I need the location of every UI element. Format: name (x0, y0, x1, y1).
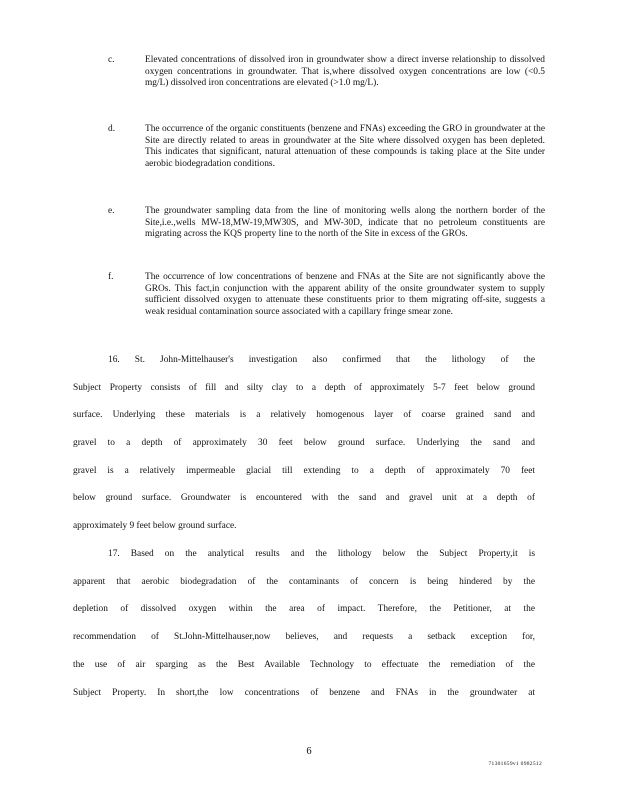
item-label: e. (108, 206, 115, 216)
text-line: gravel to a depth of approximately 30 feet below ground surface. Underlying the sand and (73, 438, 535, 448)
item-text: The groundwater sampling data from the line of monitoring wells along the northern border of the Site,i.e.,wells MW-18,MW-19,MW30S, and MW-30D, indicate that no petroleum constituents are migrating across the KQS property line to the north of the Site in excess of the GROs. (145, 206, 545, 240)
footer-doc-code: 71301659v1 0982512 (488, 761, 542, 767)
item-label: f. (108, 272, 114, 282)
text-line: 16. St. John-Mittelhauser's investigation also confirmed that the lithology of the (108, 355, 535, 365)
text-line: depletion of dissolved oxygen within the area of impact. Therefore, the Petitioner, at the (73, 604, 535, 614)
text-line: 17. Based on the analytical results and the lithology below the Subject Property,it is (108, 549, 535, 559)
text-line: Subject Property consists of fill and silty clay to a depth of approximately 5-7 feet below ground (73, 383, 535, 393)
text-line: approximately 9 feet below ground surface. (73, 521, 237, 531)
text-line: surface. Underlying these materials is a relatively homogenous layer of coarse grained sand and (73, 410, 535, 420)
item-text: The occurrence of low concentrations of benzene and FNAs at the Site are not significantly above the GROs. This fact,in conjunction with the apparent ability of the onsite groundwater system to supply sufficient dissolved oxygen to attenuate these constituents prior to them migrating off-site, suggests a weak residual contamination source associated with a capillary fringe smear zone. (145, 272, 545, 317)
text-line: Subject Property. In short,the low concentrations of benzene and FNAs in the groundwater at (73, 688, 535, 698)
page-number: 6 (306, 746, 312, 757)
item-label: c. (108, 55, 115, 65)
text-line: recommendation of St.John-Mittelhauser,now believes, and requests a setback exception for, (73, 632, 535, 642)
text-line: the use of air sparging as the Best Available Technology to effectuate the remediation of the (73, 660, 535, 670)
text-line: below ground surface. Groundwater is encountered with the sand and gravel unit at a depth of (73, 493, 535, 503)
text-line: gravel is a relatively impermeable glacial till extending to a depth of approximately 70 feet (73, 466, 535, 476)
text-line: apparent that aerobic biodegradation of the contaminants of concern is being hindered by the (73, 577, 535, 587)
item-label: d. (108, 124, 116, 134)
item-text: Elevated concentrations of dissolved iron in groundwater show a direct inverse relationship to dissolved oxygen concentrations in groundwater. That is,where dissolved oxygen concentrations are low (<0.5 mg/L) dissolved iron concentrations are elevated (>1.0 mg/L). (145, 55, 545, 89)
item-text: The occurrence of the organic constituents (benzene and FNAs) exceeding the GRO in groundwater at the Site are directly related to areas in groundwater at the Site where dissolved oxygen has been depleted. This indicates that significant, natural attenuation of these compounds is taking place at the Site under aerobic biodegradation conditions. (145, 124, 545, 169)
